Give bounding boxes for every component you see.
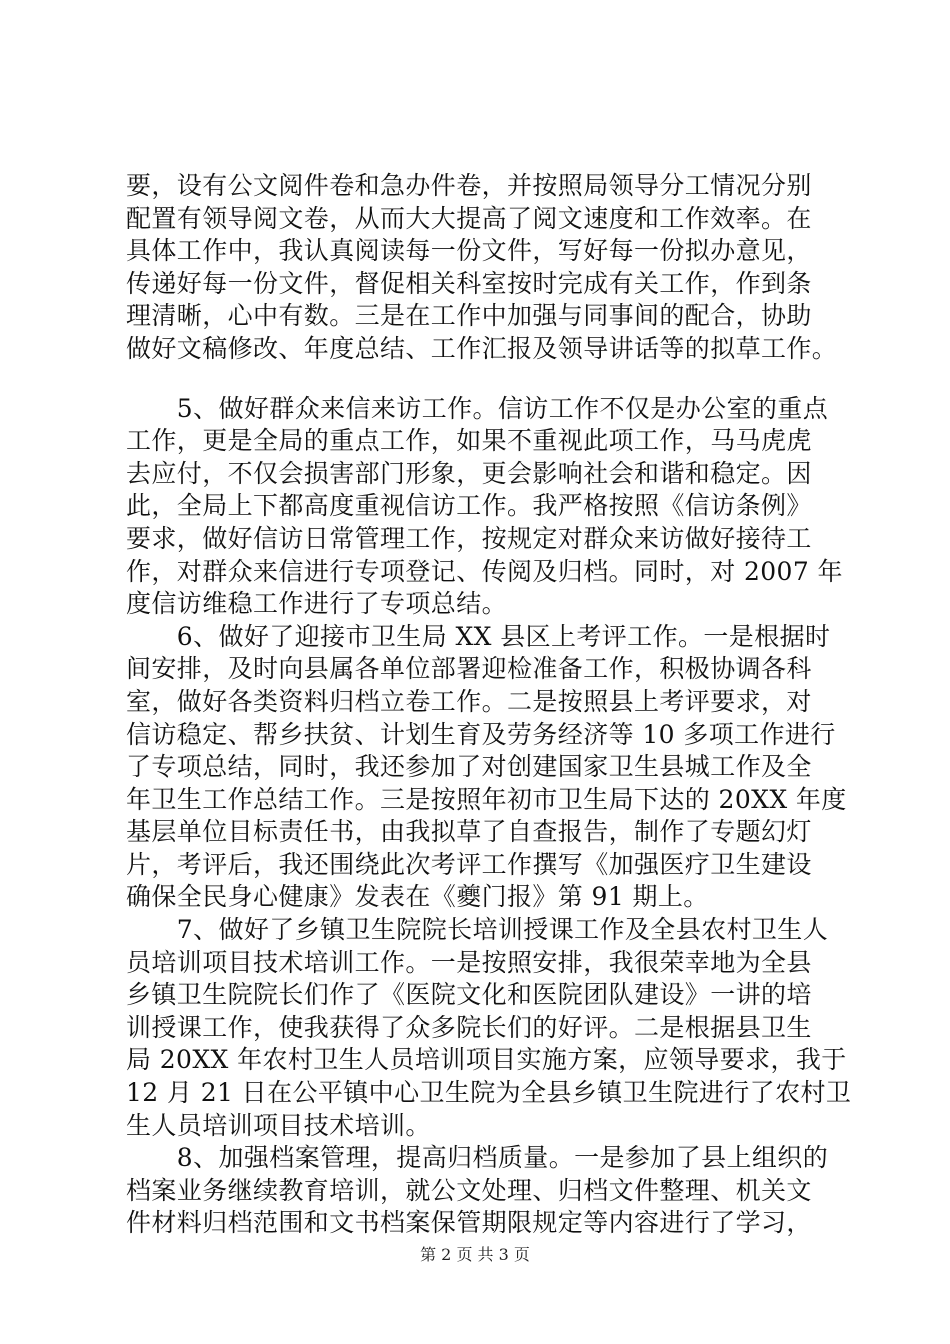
text-line: 档案业务继续教育培训，就公文处理、归档文件整理、机关文 — [126, 1175, 812, 1205]
text-line: 理清晰，心中有数。三是在工作中加强与同事间的配合，协助 — [126, 301, 812, 331]
text-line: 确保全民身心健康》发表在《夔门报》第 91 期上。 — [126, 882, 709, 912]
page-footer: 第 2 页 共 3 页 — [420, 1245, 530, 1264]
text-line: 要求，做好信访日常管理工作，按规定对群众来访做好接待工 — [126, 523, 812, 553]
document-body — [126, 170, 852, 1240]
paragraph-1 — [126, 170, 846, 366]
text-line: 室，做好各类资料归档立卷工作。二是按照县上考评要求，对 — [126, 686, 812, 716]
text-line: 此，全局上下都高度重视信访工作。我严格按照《信访条例》 — [126, 491, 812, 521]
text-line: 12 月 21 日在公平镇中心卫生院为全县乡镇卫生院进行了农村卫 — [126, 1078, 852, 1108]
paragraph-2 — [126, 393, 846, 621]
text-line: 件材料归档范围和文书档案保管期限规定等内容进行了学习， — [126, 1208, 812, 1238]
text-line: 片，考评后，我还围绕此次考评工作撰写《加强医疗卫生建设 — [126, 849, 812, 879]
text-line: 信访稳定、帮乡扶贫、计划生育及劳务经济等 10 多项工作进行 — [126, 719, 836, 749]
text-line: 间安排，及时向县属各单位部署迎检准备工作，积极协调各科 — [126, 654, 812, 684]
text-line: 了专项总结，同时，我还参加了对创建国家卫生县城工作及全 — [126, 752, 812, 782]
text-line: 员培训项目技术培训工作。一是按照安排，我很荣幸地为全县 — [126, 947, 812, 977]
text-line: 训授课工作，使我获得了众多院长们的好评。二是根据县卫生 — [126, 1012, 812, 1042]
text-line: 要，设有公文阅件卷和急办件卷，并按照局领导分工情况分别 — [126, 171, 812, 200]
text-line: 5、做好群众来信来访工作。信访工作不仅是办公室的重点 — [126, 393, 829, 423]
text-line: 局 20XX 年农村卫生人员培训项目实施方案，应领导要求，我于 — [126, 1045, 847, 1075]
text-line: 工作，更是全局的重点工作，如果不重视此项工作，马马虎虎 — [126, 426, 812, 456]
paragraph-gap — [126, 366, 846, 393]
text-line: 年卫生工作总结工作。三是按照年初市卫生局下达的 20XX 年度 — [126, 784, 847, 814]
text-line: 度信访维稳工作进行了专项总结。 — [126, 589, 508, 619]
text-line: 6、做好了迎接市卫生局 XX 县区上考评工作。一是根据时 — [126, 621, 831, 651]
text-line: 乡镇卫生院院长们作了《医院文化和医院团队建设》一讲的培 — [126, 980, 812, 1010]
paragraph-3 — [126, 621, 846, 914]
text-line: 基层单位目标责任书，由我拟草了自查报告，制作了专题幻灯 — [126, 817, 812, 847]
text-line: 生人员培训项目技术培训。 — [126, 1110, 431, 1140]
text-line: 做好文稿修改、年度总结、工作汇报及领导讲话等的拟草工作。 — [126, 333, 838, 363]
text-line: 8、加强档案管理，提高归档质量。一是参加了县上组织的 — [126, 1143, 829, 1173]
text-line: 去应付，不仅会损害部门形象，更会影响社会和谐和稳定。因 — [126, 458, 812, 488]
text-line: 7、做好了乡镇卫生院院长培训授课工作及全县农村卫生人 — [126, 915, 829, 945]
text-line: 配置有领导阅文卷，从而大大提高了阅文速度和工作效率。在 — [126, 203, 812, 233]
paragraph-4 — [126, 914, 852, 1142]
text-line: 传递好每一份文件，督促相关科室按时完成有关工作，作到条 — [126, 268, 812, 298]
text-line: 作，对群众来信进行专项登记、传阅及归档。同时，对 2007 年 — [126, 556, 843, 586]
paragraph-5 — [126, 1142, 846, 1240]
text-line: 具体工作中，我认真阅读每一份文件，写好每一份拟办意见， — [126, 236, 812, 266]
